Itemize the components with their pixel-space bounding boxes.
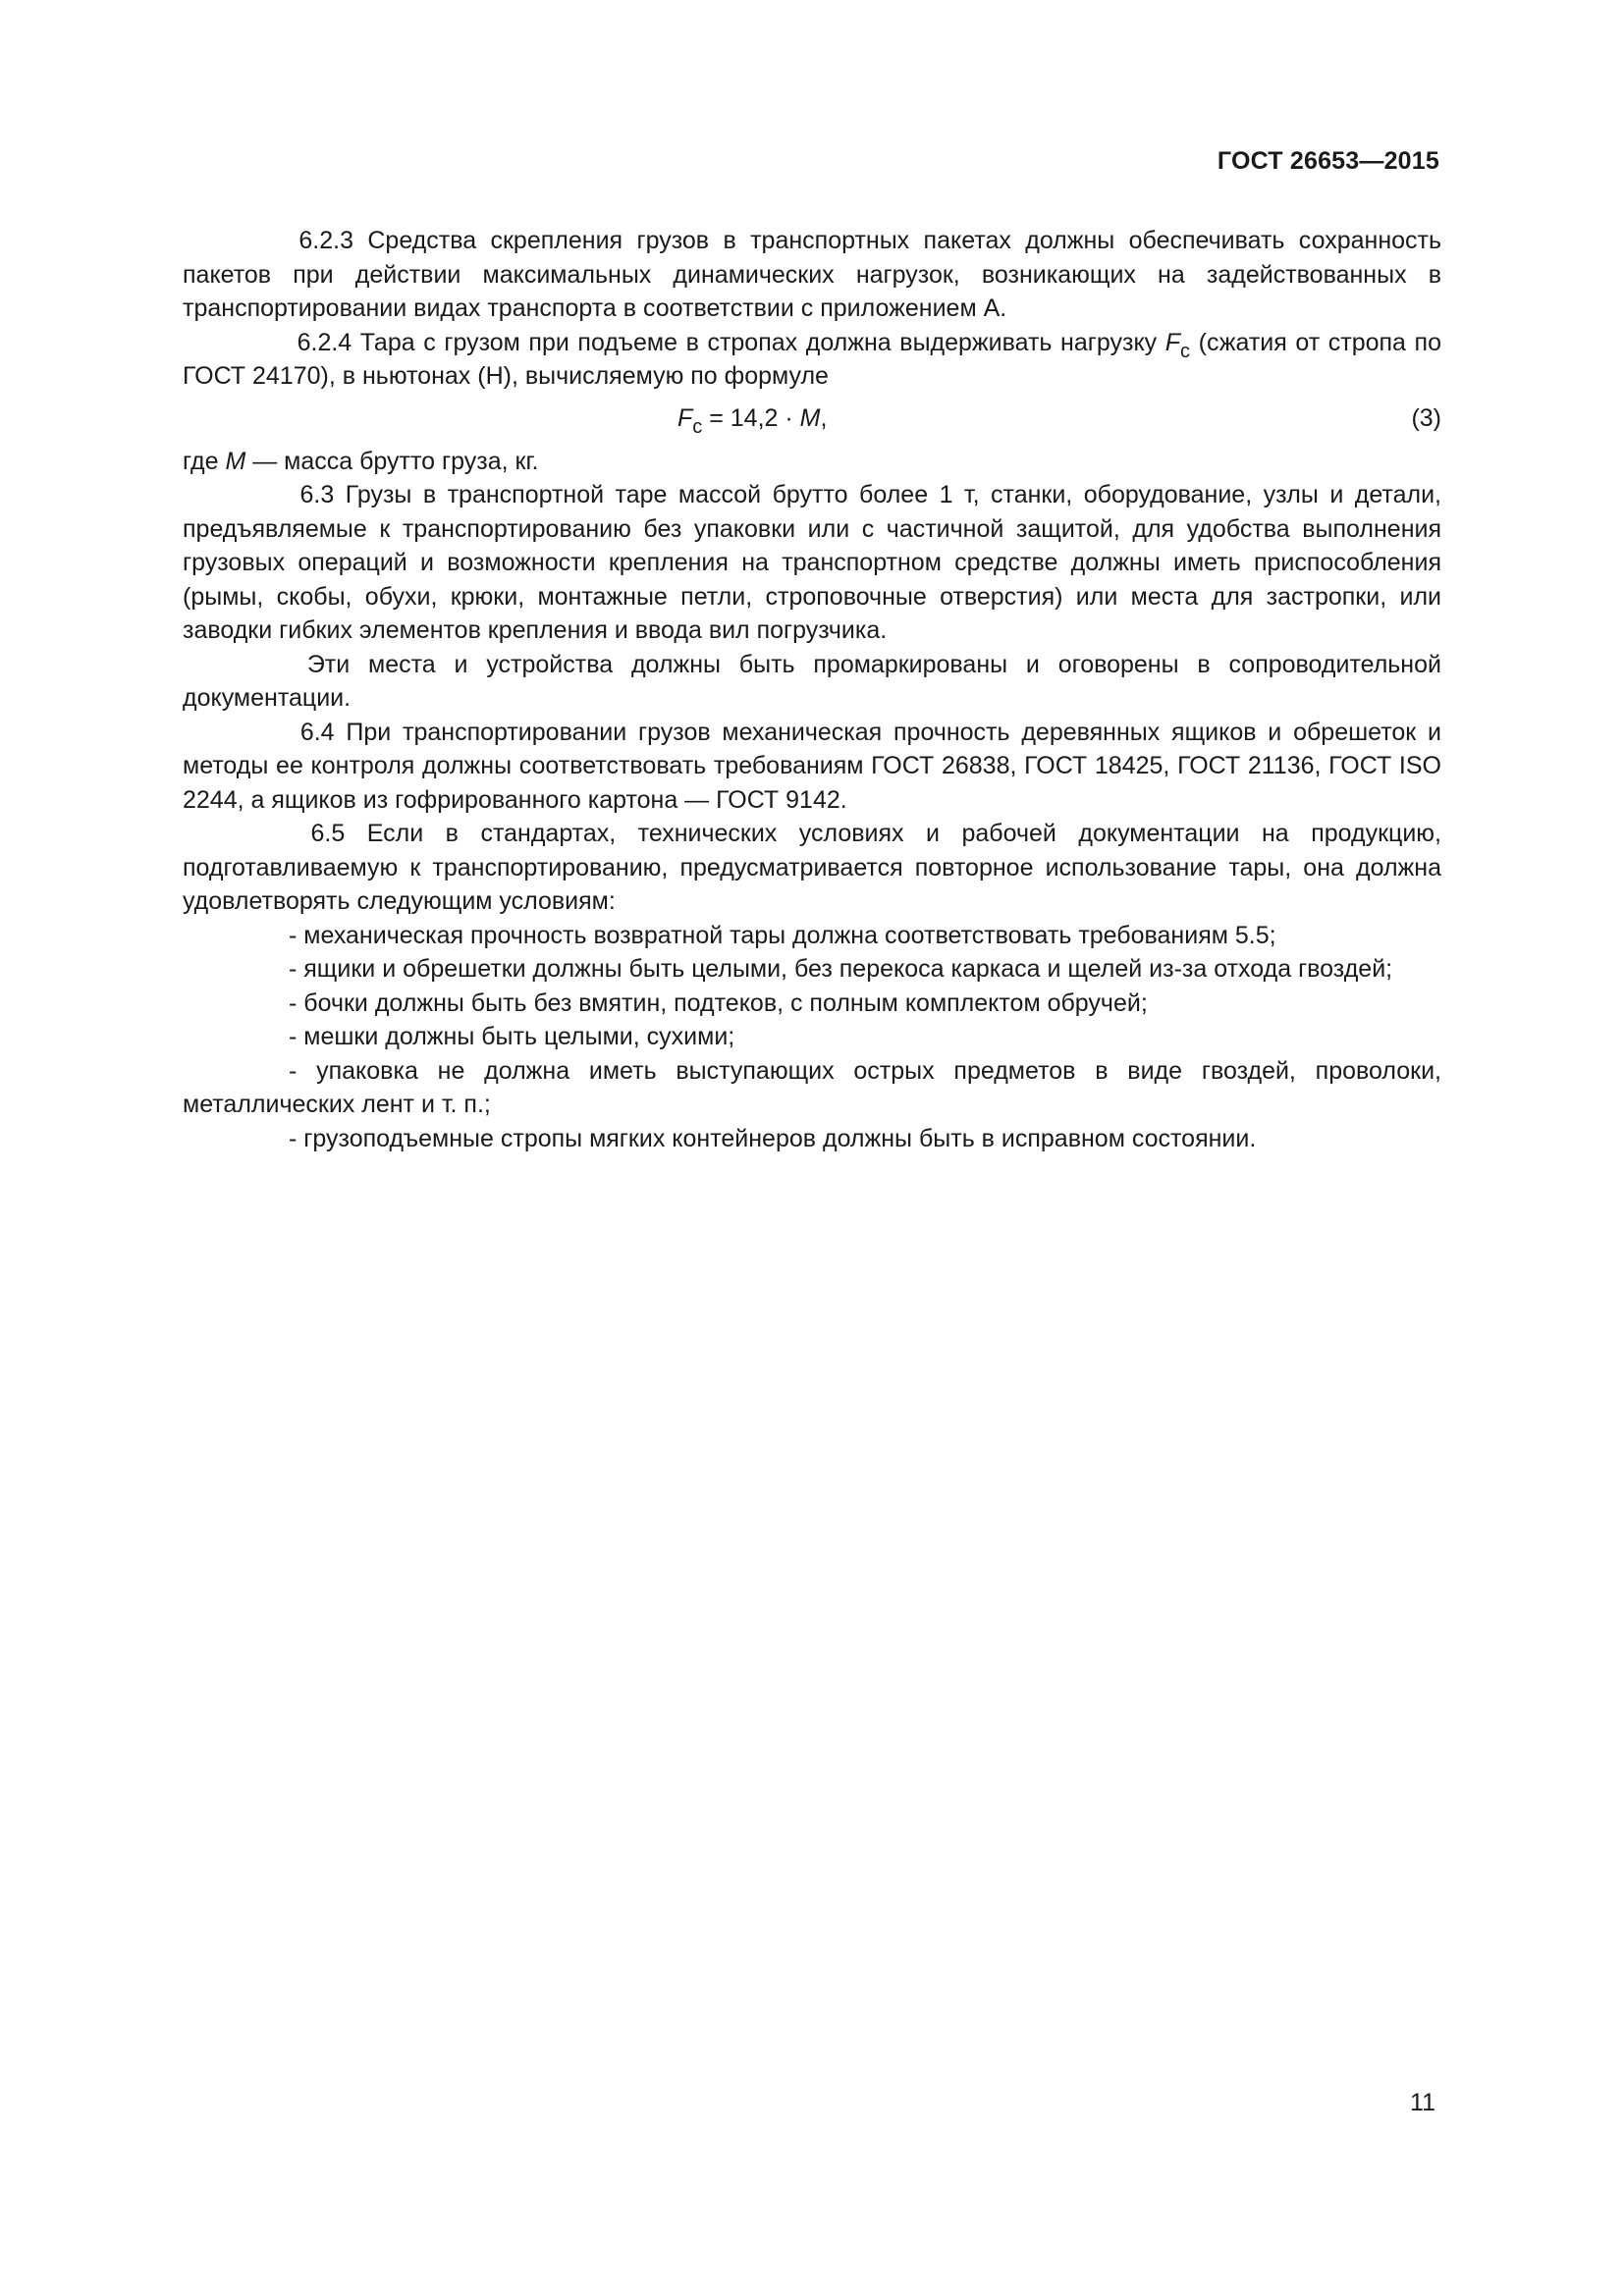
paragraph-6-4 <box>183 716 1441 818</box>
paragraph-6-2-3 <box>183 224 1441 326</box>
paragraph-text: Эти места и устройства должны быть промаркированы и оговорены в сопроводительной документации. <box>183 650 1441 712</box>
requirements-list <box>183 919 1441 1156</box>
where-mass-symbol: M <box>225 447 246 475</box>
formula-force-subscript: с <box>692 415 703 438</box>
formula-mass-symbol: M <box>799 403 821 432</box>
list-item: - бочки должны быть без вмятин, подтеков, с полным комплектом обручей; <box>289 988 1148 1017</box>
document-header: ГОСТ 26653—2015 <box>1217 147 1439 175</box>
paragraph-text: 6.2.4 Тара с грузом при подъеме в стропах должна выдерживать нагрузку <box>297 328 1165 356</box>
list-item: - грузоподъемные стропы мягких контейнеров должны быть в исправном состоянии. <box>289 1124 1257 1152</box>
formula-3 <box>183 401 1441 441</box>
equation-number: (3) <box>1411 403 1441 432</box>
where-text: где <box>183 447 226 475</box>
paragraph-6-3 <box>183 478 1441 648</box>
paragraph-text: 6.5 Если в стандартах, технических условиях и рабочей документации на продукцию, подготавливаемую к транспортированию, предусматривается повторное использование тары, она должна удовлетворять следующим условиям: <box>183 820 1441 915</box>
list-item: - мешки должны быть целыми, сухими; <box>289 1023 735 1050</box>
paragraph-text: (сжатия от стропа по ГОСТ 24170), в ньютонах (Н), вычисляемую по формуле <box>183 328 1441 390</box>
force-subscript: с <box>1180 340 1191 362</box>
paragraph-6-5 <box>183 817 1441 919</box>
force-symbol: F <box>1164 328 1181 356</box>
page-number: 11 <box>1410 2089 1435 2116</box>
formula-comma: , <box>820 403 828 432</box>
paragraph-6-3-note <box>183 648 1441 716</box>
list-item: - механическая прочность возвратной тары должна соответствовать требованиям 5.5; <box>289 921 1276 949</box>
paragraph-text: 6.3 Грузы в транспортной таре массой брутто более 1 т, станки, оборудование, узлы и детали, предъявляемые к транспортированию без упаковки или с частичной защитой, для удобства выполнения грузовых операций и возможности крепления на транспортном средстве должны иметь приспособления (рымы, скобы, обухи, крюки, монтажные петли, строповочные отверстия) или места для застропки, или заводки гибких элементов крепления и ввода вил погрузчика. <box>183 481 1441 644</box>
paragraph-text: 6.4 При транспортировании грузов механическая прочность деревянных ящиков и обрешеток и методы ее контроля должны соответствовать требованиям ГОСТ 26838, ГОСТ 18425, ГОСТ 21136, ГОСТ ISO 2244, а ящиков из гофрированного картона — ГОСТ 9142. <box>183 718 1442 814</box>
list-item: - упаковка не должна иметь выступающих острых предметов в виде гвоздей, проволоки, металлических лент и т. п.; <box>183 1056 1441 1118</box>
paragraph-6-2-4 <box>183 326 1441 394</box>
formula-middle: = 14,2 · <box>702 403 800 432</box>
where-text: — масса брутто груза, кг. <box>245 447 539 475</box>
formula-where-clause <box>183 445 1441 479</box>
formula-force-symbol: F <box>677 403 693 432</box>
formula-expression <box>677 401 827 436</box>
paragraph-text: 6.2.3 Средства скрепления грузов в транспортных пакетах должны обеспечивать сохранность пакетов при действии максимальных динамических нагрузок, возникающих на задействованных в транспортировании видах транспорта в соответствии с приложением А. <box>183 227 1441 322</box>
list-item: - ящики и обрешетки должны быть целыми, без перекоса каркаса и щелей из-за отхода гвоздей; <box>289 955 1393 983</box>
document-body <box>183 224 1441 1155</box>
